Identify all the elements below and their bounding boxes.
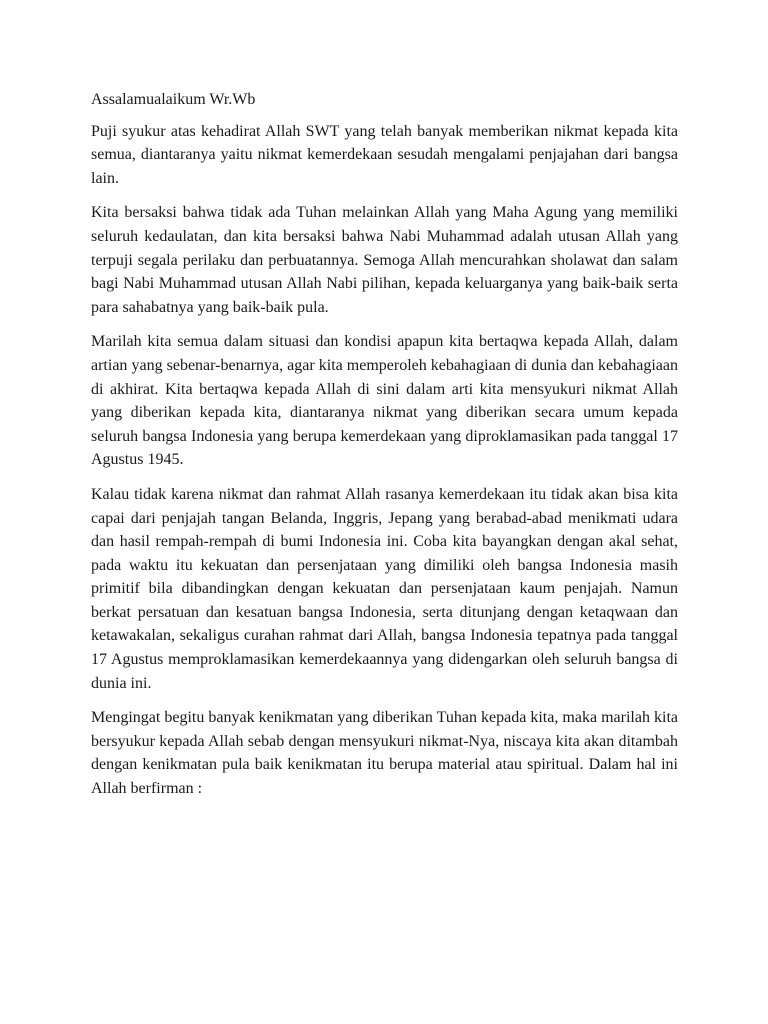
document-body bbox=[91, 88, 678, 812]
paragraph-5: Mengingat begitu banyak kenikmatan yang diberikan Tuhan kepada kita, maka marilah kita bersyukur kepada Allah sebab dengan mensyukuri nikmat-Nya, niscaya kita akan ditambah dengan kenikmatan pula baik kenikmatan itu berupa material atau spiritual. Dalam hal ini Allah berfirman : bbox=[91, 709, 678, 798]
paragraph-4: Kalau tidak karena nikmat dan rahmat Allah rasanya kemerdekaan itu tidak akan bisa kita capai dari penjajah tangan Belanda, Inggris, Jepang yang berabad-abad menikmati udara dan hasil rempah-rempah di bumi Indonesia ini. Coba kita bayangkan dengan akal sehat, pada waktu itu kekuatan dan persenjataan yang dimiliki oleh bangsa Indonesia masih primitif bila dibandingkan dengan kekuatan dan persenjataan kaum penjajah. Namun berkat persatuan dan kesatuan bangsa Indonesia, serta ditunjang dengan ketaqwaan dan ketawakalan, sekaligus curahan rahmat dari Allah, bangsa Indonesia tepatnya pada tanggal 17 Agustus memproklamasikan kemerdekaannya yang didengarkan oleh seluruh bangsa di dunia ini. bbox=[91, 485, 678, 692]
paragraph-3: Marilah kita semua dalam situasi dan kondisi apapun kita bertaqwa kepada Allah, dalam artian yang sebenar-benarnya, agar kita memperoleh kebahagiaan di dunia dan kebahagiaan di akhirat. Kita bertaqwa kepada Allah di sini dalam arti kita mensyukuri nikmat Allah yang diberikan kepada kita, diantaranya nikmat yang diberikan secara umum kepada seluruh bangsa Indonesia yang berupa kemerdekaan yang diproklamasikan pada tanggal 17 Agustus 1945. bbox=[91, 333, 678, 469]
paragraph-2: Kita bersaksi bahwa tidak ada Tuhan melainkan Allah yang Maha Agung yang memiliki seluruh kedaulatan, dan kita bersaksi bahwa Nabi Muhammad adalah utusan Allah yang terpuji segala perilaku dan perbuatannya. Semoga Allah mencurahkan sholawat dan salam bagi Nabi Muhammad utusan Allah Nabi pilihan, kepada keluarganya yang baik-baik serta para sahabatnya yang baik-baik pula. bbox=[91, 204, 678, 316]
greeting-line: Assalamualaikum Wr.Wb bbox=[91, 91, 256, 108]
paragraph-1: Puji syukur atas kehadirat Allah SWT yang telah banyak memberikan nikmat kepada kita semua, diantaranya yaitu nikmat kemerdekaan sesudah mengalami penjajahan dari bangsa lain. bbox=[91, 122, 678, 187]
